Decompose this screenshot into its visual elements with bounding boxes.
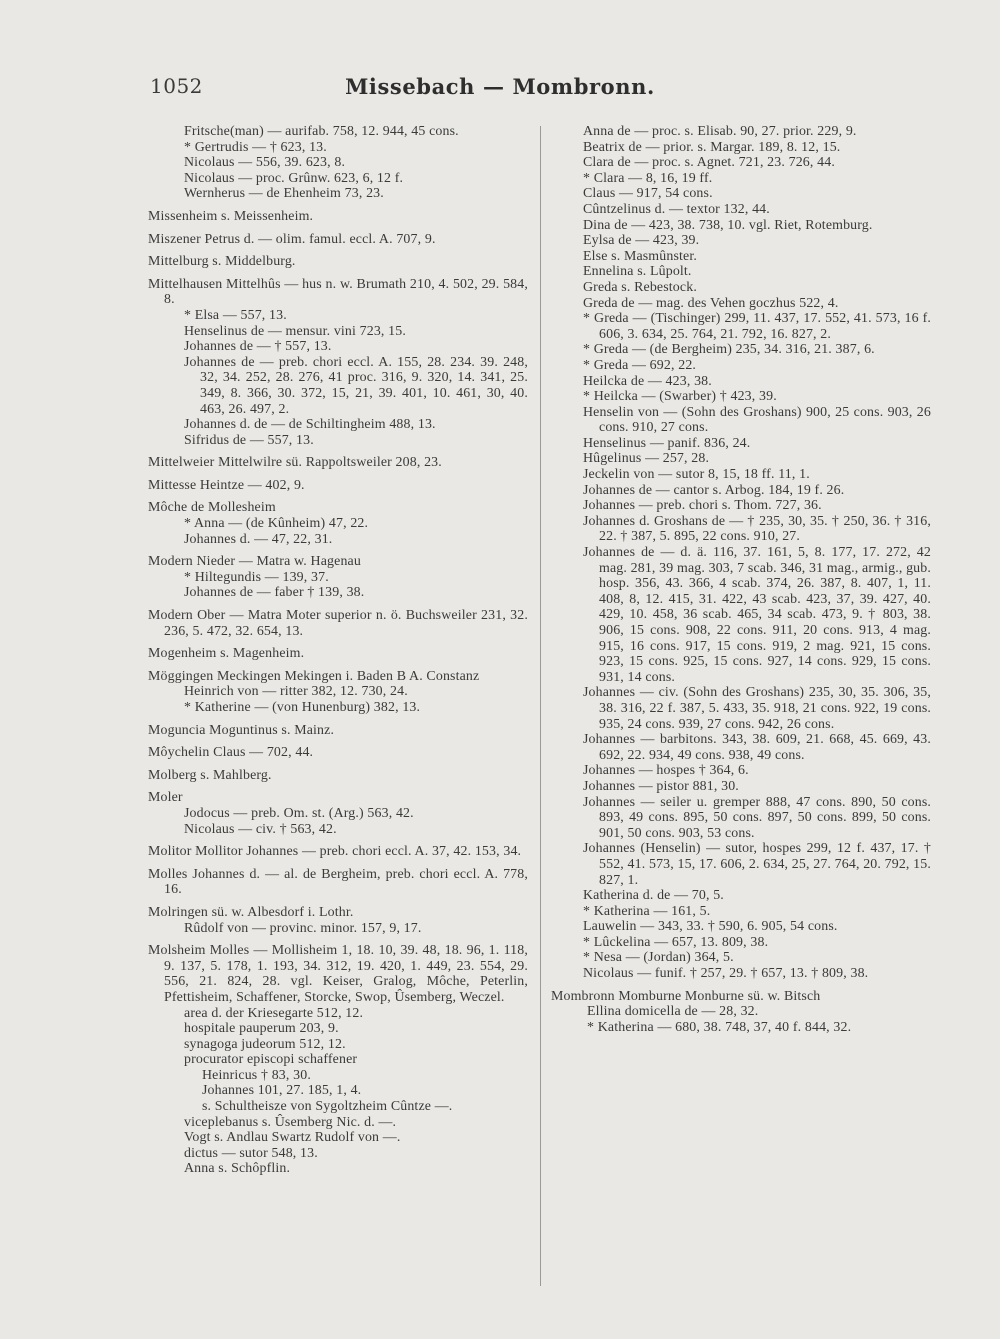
- index-entry: Mogenheim s. Magenheim.: [148, 646, 305, 662]
- index-entry: * Heilcka — (Swarber) † 423, 39.: [583, 389, 777, 405]
- index-entry: dictus — sutor 548, 13.: [184, 1145, 318, 1161]
- index-entry: * Greda — 692, 22.: [583, 357, 697, 373]
- index-entry: hospitale pauperum 203, 9.: [184, 1021, 339, 1037]
- index-entry: Katherina d. de — 70, 5.: [583, 888, 724, 904]
- index-entry: Johannes de — d. ä. 116, 37. 161, 5, 8. 177, 17. 272, 42 mag. 281, 39 mag. 303, 7 scab. 346, 31 mag., armig., gub. hosp. 356, 43. 366, 4 scab. 374, 26. 387, 8. 407, 1, 11. 408, 8, 12. 415, 31. 422, 43 scab. 423, 37, 39. 427, 40. 429, 10. 458, 36 scab. 465, 34 scab. 473, 9. † 803, 38. 906, 15 cons. 908, 22 cons. 911, 20 cons. 913, 4 mag. 915, 16 cons. 917, 15 cons. 919, 2 mag. 921, 15 cons. 923, 15 cons. 925, 15 cons. 927, 14 cons. 929, 15 cons. 931, 14 cons.: [583, 545, 931, 685]
- index-entry: Heinricus † 83, 30.: [202, 1067, 311, 1083]
- index-entry: * Katherina — 680, 38. 748, 37, 40 f. 844, 32.: [587, 1019, 852, 1035]
- index-entry: * Hiltegundis — 139, 37.: [184, 569, 329, 585]
- index-entry: Ellina domicella de — 28, 32.: [587, 1004, 759, 1020]
- index-entry: Mittelburg s. Middelburg.: [148, 254, 296, 270]
- index-entry: Clara de — proc. s. Agnet. 721, 23. 726, 44.: [583, 155, 835, 171]
- right-column: [551, 124, 931, 1035]
- index-entry: Heilcka de — 423, 38.: [583, 373, 712, 389]
- index-entry: Mittesse Heintze — 402, 9.: [148, 477, 305, 493]
- index-entry: Molitor Mollitor Johannes — preb. chori eccl. A. 37, 42. 153, 34.: [148, 844, 522, 860]
- index-entry: Johannes de — cantor s. Arbog. 184, 19 f. 26.: [583, 482, 845, 498]
- left-column: [148, 124, 528, 1177]
- index-entry: Miszener Petrus d. — olim. famul. eccl. A. 707, 9.: [148, 231, 436, 247]
- index-entry: Nicolaus — funif. † 257, 29. † 657, 13. † 809, 38.: [583, 966, 869, 982]
- index-entry: Johannes — preb. chori s. Thom. 727, 36.: [583, 498, 822, 514]
- index-entry: Johannes — seiler u. gremper 888, 47 cons. 890, 50 cons. 893, 49 cons. 895, 50 cons. 897, 50 cons. 899, 50 cons. 901, 50 cons. 903, 53 cons.: [583, 794, 931, 841]
- index-entry: Moguncia Moguntinus s. Mainz.: [148, 722, 335, 738]
- index-entry: Johannes de — † 557, 13.: [184, 339, 332, 355]
- index-entry: synagoga judeorum 512, 12.: [184, 1036, 346, 1052]
- index-entry: * Gertrudis — † 623, 13.: [184, 139, 327, 155]
- index-entry: Johannes (Henselin) — sutor, hospes 299, 12 f. 437, 17. † 552, 41. 573, 15, 17. 606, 2. 634, 25, 27. 764, 20. 792, 15. 827, 1.: [583, 841, 931, 888]
- index-entry: Dina de — 423, 38. 738, 10. vgl. Riet, Rotemburg.: [583, 217, 873, 233]
- index-entry: Nicolaus — proc. Grûnw. 623, 6, 12 f.: [184, 170, 404, 186]
- index-entry: Greda s. Rebestock.: [583, 279, 697, 295]
- index-entry: Moler: [148, 790, 183, 806]
- index-entry: Missenheim s. Meissenheim.: [148, 208, 314, 224]
- index-entry: Modern Nieder — Matra w. Hagenau: [148, 554, 361, 570]
- index-entry: * Katherine — (von Hunenburg) 382, 13.: [184, 700, 421, 715]
- index-entry: Else s. Masmûnster.: [583, 248, 697, 264]
- index-entry: procurator episcopi schaffener: [184, 1052, 358, 1068]
- index-entry: Johannes — civ. (Sohn des Groshans) 235, 30, 35. 306, 35, 38. 316, 22 f. 387, 5. 433, 35. 918, 21 cons. 922, 19 cons. 935, 24 cons. 939, 27 cons. 942, 26 cons.: [583, 685, 931, 732]
- index-entry: Modern Ober — Matra Moter superior n. ö. Buchsweiler 231, 32. 236, 5. 472, 32. 654, 13.: [148, 608, 528, 639]
- index-entry: Beatrix de — prior. s. Margar. 189, 8. 12, 15.: [583, 139, 841, 155]
- index-entry: Molringen sü. w. Albesdorf i. Lothr.: [148, 904, 354, 920]
- index-entry: Nicolaus — 556, 39. 623, 8.: [184, 155, 346, 171]
- page-title: Missebach — Mombronn.: [345, 74, 655, 99]
- index-entry: * Elsa — 557, 13.: [184, 307, 287, 323]
- index-entry: Johannes de — preb. chori eccl. A. 155, 28. 234. 39. 248, 32, 34. 252, 28. 276, 41 proc. 316, 9. 320, 14. 341, 25. 349, 8. 366, 30. 372, 15, 21, 39. 401, 10. 461, 30, 40. 463, 26. 497, 2.: [184, 354, 528, 417]
- index-entry: Nicolaus — civ. † 563, 42.: [184, 821, 337, 837]
- index-entry: * Lûckelina — 657, 13. 809, 38.: [583, 934, 769, 950]
- index-entry: Johannes de — faber † 139, 38.: [184, 585, 365, 601]
- index-entry: Rûdolf von — provinc. minor. 157, 9, 17.: [184, 920, 422, 936]
- index-entry: Johannes 101, 27. 185, 1, 4.: [202, 1083, 362, 1099]
- index-entry: Jeckelin von — sutor 8, 15, 18 ff. 11, 1.: [583, 467, 810, 483]
- index-entry: Johannes — hospes † 364, 6.: [583, 763, 749, 779]
- index-entry: Sifridus de — 557, 13.: [184, 432, 314, 448]
- index-entry: Mombronn Momburne Monburne sü. w. Bitsch: [551, 988, 821, 1004]
- index-entry: * Greda — (de Bergheim) 235, 34. 316, 21. 387, 6.: [583, 342, 875, 358]
- index-entry: s. Schultheisze von Sygoltzheim Cûntze —.: [202, 1099, 453, 1115]
- index-entry: * Katherina — 161, 5.: [583, 903, 711, 919]
- index-entry: * Nesa — (Jordan) 364, 5.: [583, 950, 734, 966]
- index-entry: Eylsa de — 423, 39.: [583, 233, 700, 249]
- index-entry: Molsheim Molles — Mollisheim 1, 18. 10, 39. 48, 18. 96, 1. 118, 9. 137, 5. 178, 1. 193, 34. 312, 19. 420, 1. 449, 23. 554, 29. 556, 21. 824, 28. vgl. Keiser, Gralog, Môche, Peterlin, Pfettisheim, Schaffener, Storcke, Swop, Ûsemberg, Weczel.: [148, 943, 528, 1005]
- index-entry: Heinrich von — ritter 382, 12. 730, 24.: [184, 684, 408, 700]
- index-entry: Vogt s. Andlau Swartz Rudolf von —.: [184, 1130, 401, 1146]
- column-divider: [540, 126, 541, 1286]
- index-entry: Claus — 917, 54 cons.: [583, 186, 713, 202]
- index-entry: * Greda — (Tischinger) 299, 11. 437, 17. 552, 41. 573, 16 f. 606, 3. 634, 25. 764, 21. 792, 16. 827, 2.: [583, 311, 931, 342]
- index-entry: Ennelina s. Lûpolt.: [583, 264, 692, 280]
- index-entry: Anna s. Schôpflin.: [184, 1161, 291, 1177]
- index-entry: Fritsche(man) — aurifab. 758, 12. 944, 45 cons.: [184, 124, 459, 139]
- index-entry: Henselinus — panif. 836, 24.: [583, 435, 751, 451]
- index-entry: Möggingen Meckingen Mekingen i. Baden B A. Constanz: [148, 668, 480, 684]
- index-entry: Lauwelin — 343, 33. † 590, 6. 905, 54 cons.: [583, 919, 838, 935]
- index-entry: Johannes d. de — de Schiltingheim 488, 13.: [184, 417, 436, 433]
- index-entry: Mittelhausen Mittelhûs — hus n. w. Brumath 210, 4. 502, 29. 584, 8.: [148, 276, 528, 308]
- index-entry: Johannes d. — 47, 22, 31.: [184, 531, 333, 547]
- index-entry: Mittelweier Mittelwilre sü. Rappoltsweiler 208, 23.: [148, 455, 442, 471]
- index-entry: * Anna — (de Kûnheim) 47, 22.: [184, 516, 369, 532]
- index-entry: Jodocus — preb. Om. st. (Arg.) 563, 42.: [184, 805, 414, 821]
- index-entry: Johannes — barbitons. 343, 38. 609, 21. 668, 45. 669, 43. 692, 22. 934, 49 cons. 938, 49 cons.: [583, 732, 931, 763]
- index-entry: Anna de — proc. s. Elisab. 90, 27. prior. 229, 9.: [583, 124, 857, 139]
- index-entry: Henselinus de — mensur. vini 723, 15.: [184, 323, 406, 339]
- index-entry: Molles Johannes d. — al. de Bergheim, preb. chori eccl. A. 778, 16.: [148, 866, 528, 898]
- index-entry: Henselin von — (Sohn des Groshans) 900, 25 cons. 903, 26 cons. 910, 27 cons.: [583, 404, 931, 436]
- index-entry: * Clara — 8, 16, 19 ff.: [583, 170, 713, 186]
- index-entry: Cûntzelinus d. — textor 132, 44.: [583, 201, 770, 217]
- index-entry: Môche de Mollesheim: [148, 500, 276, 516]
- index-entry: Molberg s. Mahlberg.: [148, 767, 272, 783]
- running-header: [0, 74, 1000, 106]
- page-number: 1052: [150, 74, 203, 98]
- index-entry: Môychelin Claus — 702, 44.: [148, 745, 314, 761]
- index-entry: area d. der Kriesegarte 512, 12.: [184, 1005, 364, 1021]
- index-entry: Johannes d. Groshans de — † 235, 30, 35. † 250, 36. † 316, 22. † 387, 5. 895, 22 cons. 910, 27.: [583, 513, 931, 545]
- index-entry: Greda de — mag. des Vehen goczhus 522, 4.: [583, 295, 839, 311]
- index-entry: viceplebanus s. Ûsemberg Nic. d. —.: [184, 1114, 397, 1130]
- index-entry: Hûgelinus — 257, 28.: [583, 451, 710, 467]
- index-entry: Johannes — pistor 881, 30.: [583, 778, 739, 794]
- index-entry: Wernherus — de Ehenheim 73, 23.: [184, 186, 384, 202]
